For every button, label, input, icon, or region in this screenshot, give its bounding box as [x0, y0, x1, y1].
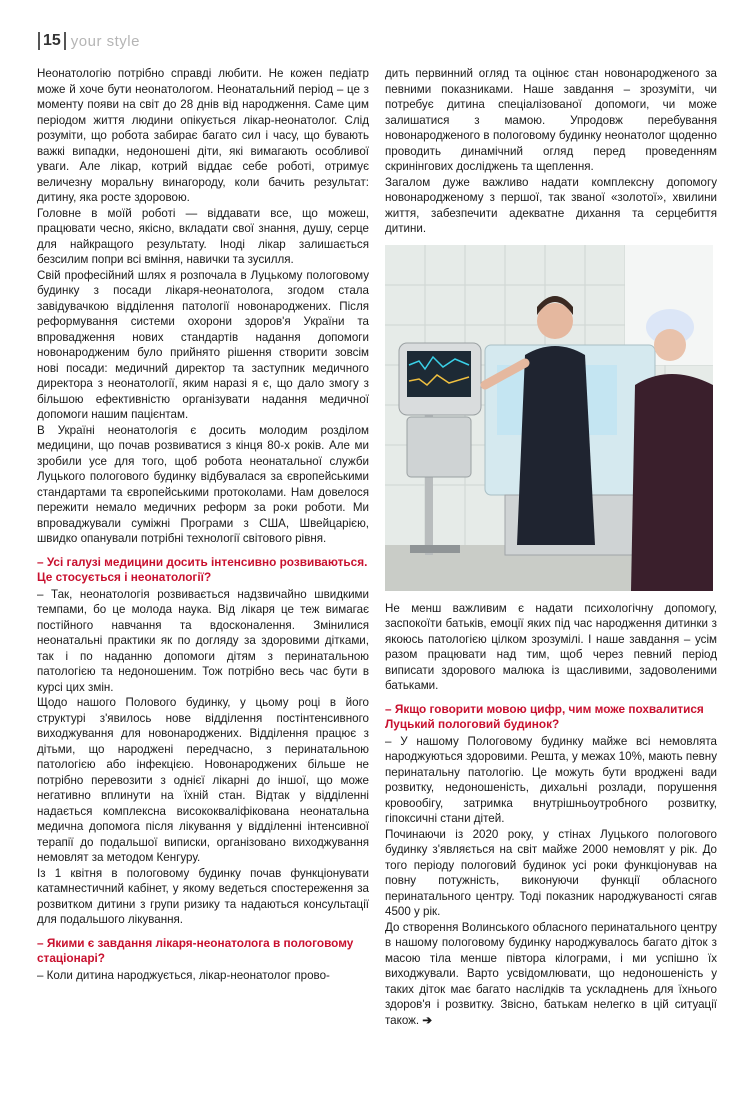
page-bar-right: [64, 32, 66, 50]
paragraph: Свій професійний шлях я розпочала в Луцькому пологовому будинку з посади лікаря-неонатолога, згодом стала завідувачкою відділення патології новонароджених. Після реформування системи охорони здоров'я України та впровадження нових стандартів надання допомоги новонародженим було прийнято рішення створити зовсім нові посади: медичний директор та заступник медичного директора з неонатології, яким наразі я є, що дало змогу з більшою ефективністю організувати надання медичної допомоги нашим пацієнтам.: [37, 268, 369, 421]
page-number: 15: [43, 32, 61, 49]
paragraph-text: До створення Волинського обласного перинатального центру в нашому пологовому будинку народжувалось багато діток з масою тіла менше півтора кілограми, і ми успішно їх виходжували. Варто усвідомлювати, що недоношеність у таких діток має багато наслідків та ускладнень для їхнього здоров'я і розвитку. Звісно, батькам нелегко в цій ситуації також.: [385, 920, 717, 1027]
right-column: [385, 66, 717, 1028]
ventilator-body: [407, 417, 471, 477]
paragraph: Починаючи із 2020 року, у стінах Луцького пологового будинку з'являється на світ майже 2000 немовлят у рік. До того періоду пологовий будинок усі роки функціонував на повну потужність, виконуючи функції обласного перинатального центру. Тоді показник народжуваності сягав 4500 у рік.: [385, 827, 717, 918]
paragraph: Не менш важливим є надати психологічну допомогу, заспокоїти батьків, емоції яких під час народження дитинки з якоюсь патологією цілком зрозумілі. І наше завдання – усім разом працювати над тим, щоб через певний період виписати здорового малюка із щасливими, задоволеними батьками.: [385, 601, 717, 692]
interview-question: – Якщо говорити мовою цифр, чим може похвалитися Луцький пологовий будинок?: [385, 701, 704, 731]
paragraph: дить первинний огляд та оцінює стан новонародженого за певними показниками. Наше завдання – зрозуміти, чи потребує дитина спеціалізованої допомоги, чи може залишатися з мамою. Упродовж перебування новонародженого в пологовому будинку неонатолог щоденно проводить динамічний огляд перед проведенням скринінгових досліджень та щеплення.: [385, 67, 717, 173]
photo-illustration: [385, 245, 713, 591]
paragraph: – Коли дитина народжується, лікар-неонатолог прово-: [37, 968, 330, 982]
photo-doctors-neonatal-unit: [385, 245, 713, 591]
section-name: your style: [70, 32, 140, 50]
paragraph: – У нашому Пологовому будинку майже всі немовлята народжуються здоровими. Решта, у межах 10%, мають певну перинатальну патологію. Це можуть бути вроджені вади розвитку, недоношеність, дихальні розлади, порушення кровообігу, затримка внутрішньоутробного розвитку, гіпоксичні стани дітей.: [385, 734, 717, 825]
paragraph: Неонатологію потрібно справді любити. Не кожен педіатр може й хоче бути неонатологом. Неонатальний період – це з моменту появи на світ до 28 днів від народження. Саме цим періодом життя людини опікується лікар-неонатолог. Слід розуміти, що робота забирає багато сил і часу, що бувають важкі випадки, недоношені діти, які вимагають особливої уваги. Але лікар, котрий віддає себе роботі, отримує величезну моральну винагороду, коли бачить результат: дитину, яка росте здоровою.: [37, 67, 369, 204]
interview-question: – Якими є завдання лікаря-неонатолога в пологовому стаціонарі?: [37, 935, 354, 965]
doctor-2-scrubs: [631, 374, 713, 591]
page-bar-left: [38, 32, 40, 50]
interview-question: – Усі галузі медицини досить інтенсивно розвиваються. Це стосується і неонатології?: [37, 554, 368, 584]
doctor-1-head: [537, 303, 573, 339]
paragraph: [385, 920, 717, 1029]
paragraph: Щодо нашого Полового будинку, у цьому році в його структурі з'явилось нове відділення постінтенсивного виходжування для новонароджених. Відділення працює з дітьми, що народжені передчасно, з перинатальною патологією або інфекцією. Новонароджених більше не потрібно перевозити з однієї лікарні до іншої, що може негативно вплинути на їхній стан. Відтак у відділенні надається комплексна висококваліфікована неонатальна медична допомога після лікування у відділенні інтенсивної терапії до подальшої виписки, організовано виходжування немовлят за методом Кенгуру.: [37, 696, 369, 864]
left-column: [37, 66, 369, 983]
paragraph: – Так, неонатологія розвивається надзвичайно швидкими темпами, бо це молода наука. Від лікаря це теж вимагає постійного навчання та вдосконалення. Змінилися неонатальні практики як по догляду за здоровими дітками, так і по наданню допомоги дітям з перинатальною патологією та недоношеним. Тож потрібно весь час бути в курсі цих змін.: [37, 587, 369, 694]
continue-arrow-icon: ➔: [422, 1013, 433, 1027]
paragraph: Із 1 квітня в пологовому будинку почав функціонувати катамнестичний кабінет, у якому ведеться спостереження за розвитком дитини з групи ризику та надаються консультації для подальшого лікування.: [37, 866, 369, 926]
doctor-1-scrubs: [517, 346, 595, 545]
paragraph: В Україні неонатологія є досить молодим розділом медицини, що почав розвиватися з кінця 80-х років. Але ми зробили усе для того, щоб робота неонатальної служби Луцького пологового будинку відбувалася за європейськими стандартами та європейськими протоколами. Нам довелося пережити немало медичних реформ за роки роботи. Ми впроваджували суміжні Програми з США, Швейцарією, швидко опанували потрібні технології світового рівня.: [37, 423, 369, 545]
paragraph: Загалом дуже важливо надати комплексну допомогу новонародженому з першої, так званої «золотої», хвилини життя, забезпечити адекватне дихання та серцебиття дитини.: [385, 175, 717, 235]
paragraph: Головне в моїй роботі — віддавати все, що можеш, працювати чесно, якісно, вкладати свої знання, душу, серце для найкращого результату. Іноді лікар залишається безсилим попри всі вміння, навички та зусилля.: [37, 206, 369, 266]
page-header: [38, 30, 140, 52]
monitor-screen: [407, 351, 471, 397]
doctor-2-head: [654, 329, 686, 361]
